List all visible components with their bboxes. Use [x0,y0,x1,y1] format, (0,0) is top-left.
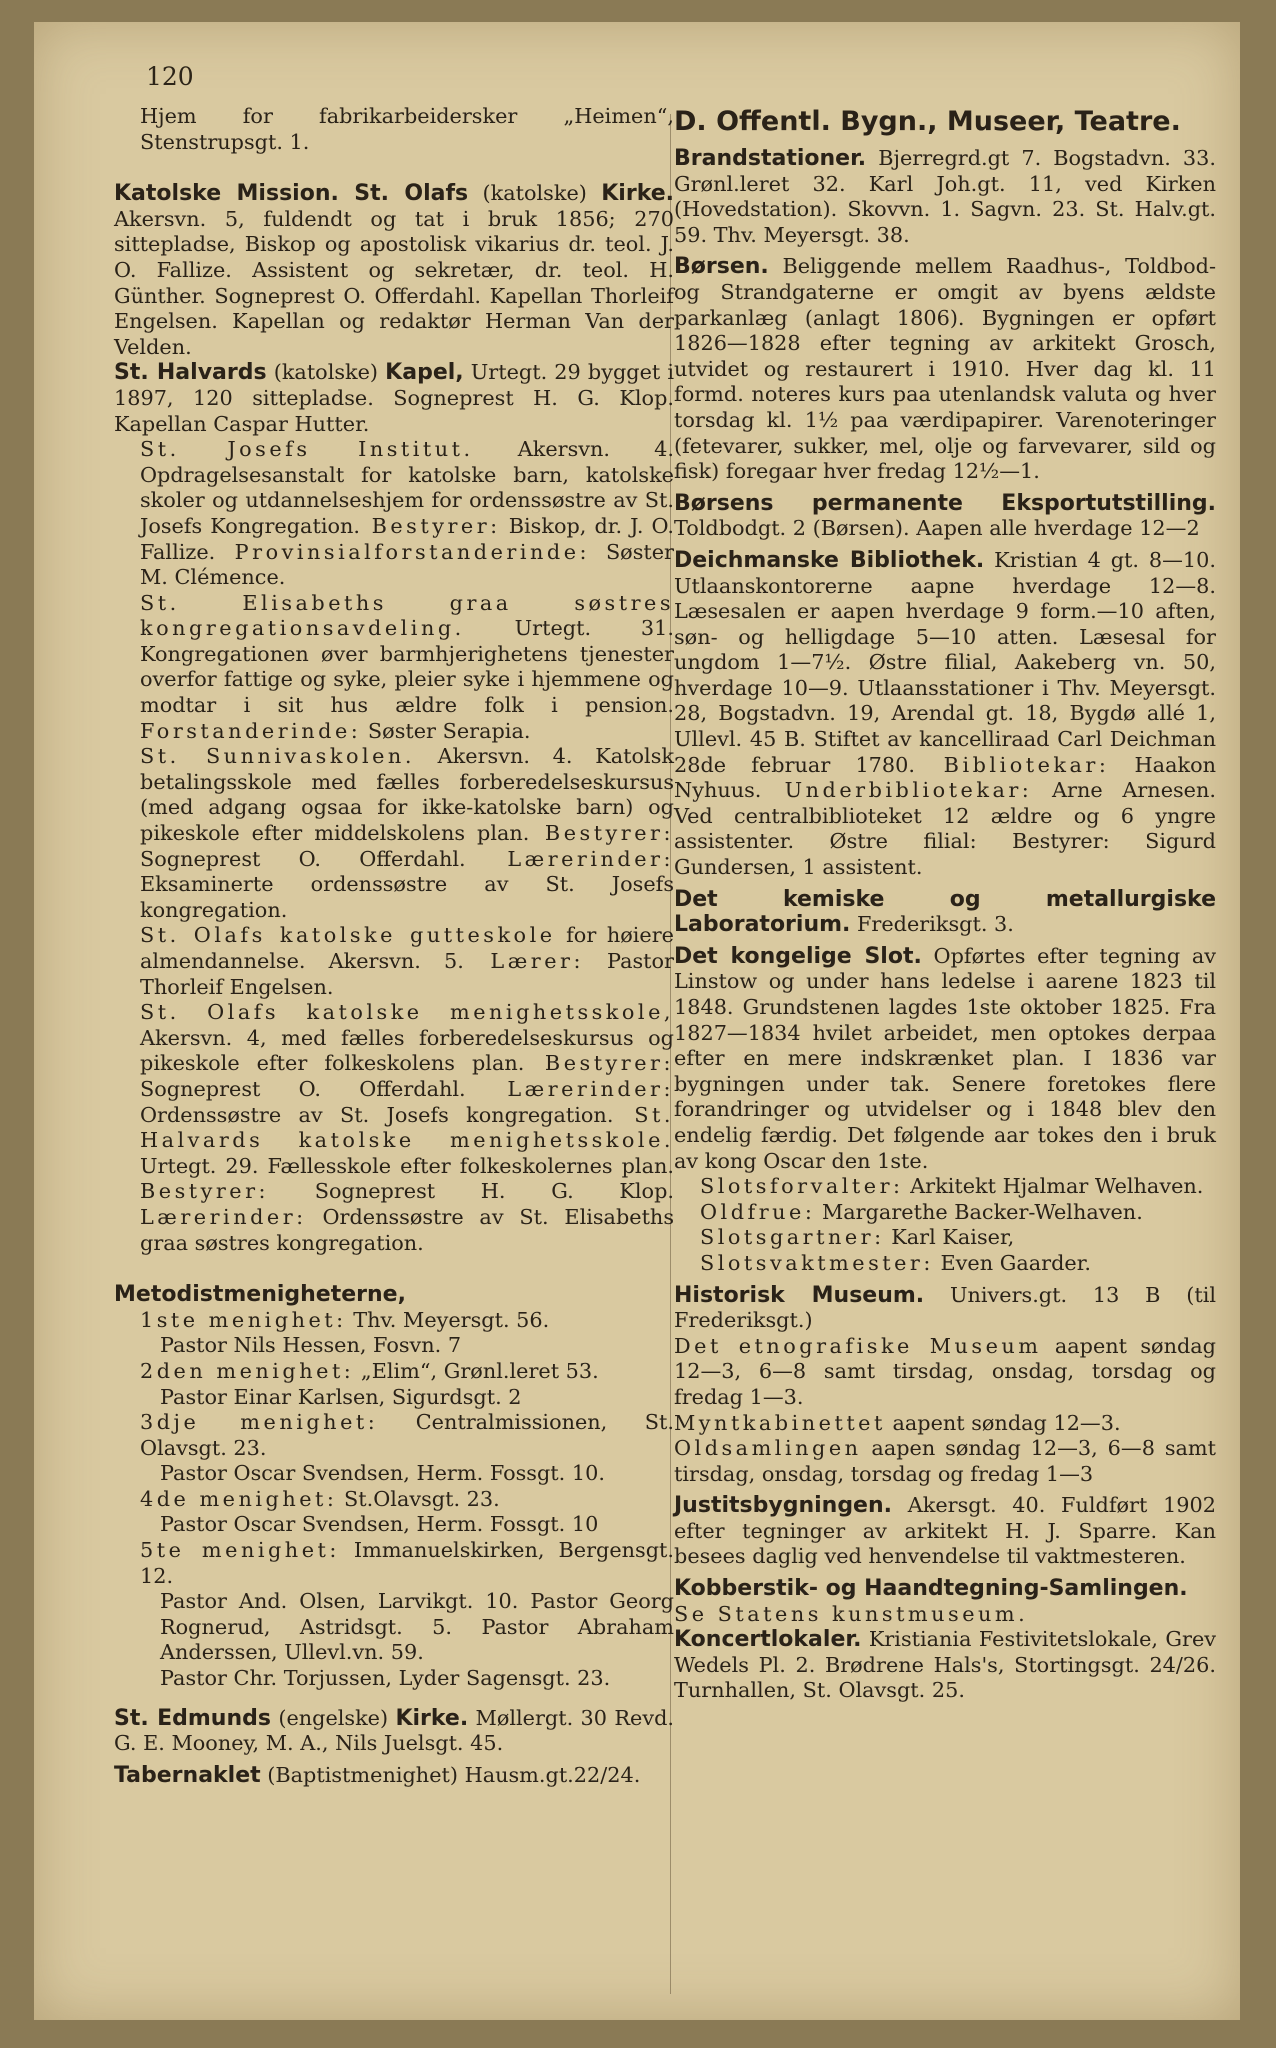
entry-text: (Baptistmenighet) Hausm.gt.22/24. [260,1762,641,1787]
entry-paren: (katolske) [266,360,386,385]
entry-text: Frederiksgt. 3. [850,912,1014,937]
entry-heimen: Hjem for fabrikarbeidersker „Heimen“, Stenstrupsgt. 1. [140,104,674,154]
page [34,22,1240,2020]
entry-text: Sogneprest O. Offerdahl. [140,846,466,871]
entry-st-olafs-menighetsskole [114,1000,674,1256]
spaced-heading: St. Halvards katolske menighetsskole. [140,1102,674,1153]
entry-text: „Elim“, Grønl.leret 53. [354,1358,599,1383]
entry-text: Margarethe Backer-Welhaven. [815,1199,1143,1224]
entry-text: Søster Serapia. [361,718,531,743]
spaced-label: Slotsvaktmester: [700,1250,934,1275]
entry-st-halvards [114,360,674,437]
spaced-label: Bestyrer: [529,821,674,846]
entry-text: Akersgt. 40. Fuldført 1902 efter tegninger av arkitekt H. J. Sparre. Kan besees daglig ved henvendelse til vaktmesteren. [674,1493,1216,1569]
entry-oldsamlingen [674,1436,1216,1487]
page-number: 120 [146,62,194,91]
spaced-label: 1ste menighet: [140,1307,347,1332]
entry-text: Ordenssøstre av St. Josefs kongregation. [140,1102,614,1127]
spaced-reference: Se Statens kunstmuseum. [674,1601,1029,1626]
section-title: D. Offentl. Bygn., Museer, Teatre. [674,106,1181,137]
entry-text: Thv. Meyersgt. 56. [346,1307,550,1332]
entry-text: Akersvn. 4. Opdragelsesanstalt for katolske barn, katolske skoler og utdannelseshjem for ordenssøstre av St. Josefs Kongregation. [140,437,674,538]
spaced-label: Provinsialforstanderinde: [215,539,591,564]
entry-katolske-mission [114,181,674,360]
spaced-heading: St. Olafs katolske gutteskole [140,923,556,948]
entry-heading: Koncertlokaler. [674,1627,862,1653]
spaced-label: Bestyrer: [360,513,501,538]
entry-st-josefs [114,437,674,591]
entry-heading: Børsens permanente Eksportutstilling. [674,490,1216,516]
spaced-heading: Myntkabinettet [674,1410,886,1435]
entry-eksportutstilling [674,491,1216,542]
entry-heading: Brandstationer. [674,146,867,171]
entry-brandstationer [674,146,1216,248]
spaced-label: Lærerinder: [465,1076,674,1101]
entry-text: Akersvn. 4. Katolsk betalingsskole med fælles forberedelseskursus (med adgang ogsaa for ikke-katolske barn) og pikeskole efter middelskolens plan. [140,744,674,846]
entry-heading: St. Halvards [114,360,267,386]
entry-heading: Kobberstik- og Haandtegning-Samlingen. [674,1576,1188,1602]
entry-kobberstik [674,1576,1216,1602]
spaced-label: Slotsgartner: [700,1225,885,1250]
spaced-label: Forstanderinde: [140,718,362,743]
entry-text: Møllergt. 30 Revd. G. E. Mooney, M. A., Nils Juelsgt. 45. [114,1705,674,1756]
entry-text: Urtegt. 29 bygget i 1897, 120 sittepladse. Sogneprest H. G. Klop. Kapellan Caspar Hutter. [114,360,675,436]
entry-text: Toldbodgt. 2 (Børsen). Aapen alle hverdage 12—2 [674,516,1200,541]
entry-text: for høiere almendannelse. Akersvn. 5. [140,923,674,973]
entry-kongelige-slot [674,944,1216,1174]
entry-text: Eksaminerte ordenssøstre av St. Josefs kongregation. [140,872,674,922]
entry-text: Even Gaarder. [933,1250,1091,1275]
spaced-heading: St. Josefs Institut. [140,437,474,462]
entry-heading: St. Edmunds [114,1705,271,1731]
entry-heading: Tabernaklet [114,1762,261,1788]
entry-menighet-2 [114,1359,674,1385]
entry-menighet-1 [114,1308,674,1334]
entry-etnografiske [674,1334,1216,1411]
entry-slotsforvalter [674,1174,1216,1200]
entry-menighet-4-pastor: Pastor Oscar Svendsen, Herm. Fossgt. 10 [160,1512,599,1537]
entry-kobberstik-ref [674,1602,1216,1628]
entry-heading: Det kemiske og metallurgiske Laboratorium. [674,886,1216,938]
entry-myntkabinettet [674,1411,1216,1437]
entry-text: Bjerregrd.gt 7. Bogstadvn. 33. Grønl.leret 32. Karl Joh.gt. 11, ved Kirken (Hovedstation). Skovvn. 1. Sagvn. 23. St. Halv.gt. 59. Thv. Meyersgt. 38. [674,146,1216,247]
spaced-label: 4de menighet: [140,1486,338,1511]
spaced-label: 3dje menighet: [140,1410,379,1435]
entry-st-olafs-gutteskole [114,923,674,1000]
entry-menighet-3-pastor: Pastor Oscar Svendsen, Herm. Fossgt. 10. [160,1461,605,1486]
spaced-label: 5te menighet: [140,1538,340,1563]
entry-text: Pastor Thorleif Engelsen. [140,949,674,999]
entry-menighet-4 [114,1487,674,1513]
entry-koncertlokaler [674,1627,1216,1704]
entry-text: aapent søndag 12—3. [885,1410,1121,1435]
spaced-heading: St. Olafs katolske menighetsskole, [140,1000,674,1025]
spaced-heading: St. Elisabeths graa søstres kongregationsavdeling. [140,590,674,641]
right-column [674,104,1216,1704]
entry-borsen [674,254,1216,484]
spaced-label: Lærerinder: [140,1204,307,1229]
entry-justitsbygningen [674,1493,1216,1570]
entry-st-sunnivaskolen [114,744,674,923]
entry-text: Haakon Nyhuus. [674,752,1216,803]
entry-text: Urtegt. 29. Fællesskole efter folkeskolernes plan. [140,1153,674,1178]
spaced-label: Bestyrer: [140,1179,270,1204]
entry-heading: Katolske Mission. St. Olafs [114,181,469,207]
entry-text: Arkitekt Hjalmar Welhaven. [903,1174,1204,1199]
entry-text: Søster M. Clémence. [140,539,674,590]
entry-slotsvaktmester [674,1251,1216,1277]
entry-heading: Kirke. [601,181,675,207]
entry-text: Opførtes efter tegning av Linstow og under hans ledelse i aarene 1823 til 1848. Grundstenen lagdes 1ste oktober 1825. Fra 1827—1834 hvilet arbeidet, men optokes derpaa efter en mere indskrænket plan. I 1836 var bygningen under tak. Senere foretokes flere forandringer og utvidelser og i 1848 blev den endelig færdig. Det følgende aar tokes den i bruk av kong Oscar den 1ste. [674,943,1216,1173]
entry-text: Centralmissionen, St. Olavsgt. 23. [140,1410,674,1460]
entry-text: Beliggende mellem Raadhus-, Toldbod- og Strandgaterne er omgit av byens ældste parkanlæg (anlagt 1806). Bygningen er opført 1826—1828 efter tegning av arkitekt Grosch, utvidet og restaurert i 1910. Hver dag kl. 11 formd. noteres kurs paa utenlandsk valuta og hver torsdag kl. 1½ paa værdipapirer. Varenoteringer (fetevarer, sukker, mel, olje og farvevarer, sild og fisk) foregaar hver fredag 12½—1. [674,254,1216,484]
entry-heading: Justitsbygningen. [674,1493,893,1519]
entry-heading: Metodistmenigheterne, [114,1282,406,1308]
entry-historisk-museum [674,1283,1216,1334]
entry-menighet-3 [114,1410,674,1461]
entry-oldfrue [674,1200,1216,1226]
entry-paren: (engelske) [270,1705,396,1730]
spaced-heading: Det etnografiske Museum [674,1333,1042,1358]
left-column [114,104,674,1788]
entry-kemiske-laboratorium [674,887,1216,938]
entry-heading: Historisk Museum. [674,1282,925,1308]
entry-menighet-5-pastors: Pastor And. Olsen, Larvikgt. 10. Pastor Georg Rognerud, Astridsgt. 5. Pastor Abraham Anderssen, Ullevl.vn. 59. [160,1589,674,1665]
entry-text: Univers.gt. 13 B (til Frederiksgt.) [674,1282,1216,1333]
entry-st-elisabeths [114,591,674,745]
entry-text: Akersvn. 5, fuldendt og tat i bruk 1856; 270 sittepladse, Biskop og apostolisk vikarius dr. teol. J. O. Fallize. Assistent og sekretær, dr. teol. H. Günther. Sogneprest O. Offerdahl. Kapellan Thorleif Engelsen. Kapellan og redaktør Herman Van der Velden. [114,206,674,359]
entry-heading: Kapel, [385,360,464,386]
entry-heading: Det kongelige Slot. [674,943,922,969]
entry-slotsgartner [674,1225,1216,1251]
spaced-label: Underbibliotekar: [761,778,1033,803]
entry-metodist-heading [114,1282,674,1308]
entry-menighet-5-pastor-2: Pastor Chr. Torjussen, Lyder Sagensgt. 23. [160,1666,611,1691]
spaced-label: Bibliotekar: [914,752,1110,777]
entry-tabernaklet [114,1763,674,1789]
entry-text: aapent søndag 12—3, 6—8 samt tirsdag, onsdag, torsdag og fredag 1—3. [674,1333,1216,1409]
entry-text: Karl Kaiser, [884,1225,1015,1250]
entry-text: aapen søndag 12—3, 6—8 samt tirsdag, onsdag, torsdag og fredag 1—3 [674,1436,1216,1486]
entry-text: Sogneprest H. G. Klop. [269,1179,674,1204]
spaced-label: Lærerinder: [465,846,674,871]
entry-text: Arne Arnesen. Ved centralbiblioteket 12 ældre og 6 yngre assistenter. Østre filial: Bestyrer: Sigurd Gundersen, 1 assistent. [674,778,1216,880]
spaced-heading: St. Sunnivaskolen. [140,744,415,769]
entry-text: Sogneprest O. Offerdahl. [140,1076,466,1101]
spaced-label: Lærer: [463,949,584,973]
entry-heading: Deichmanske Bibliothek. [674,547,985,573]
entry-heading: Børsen. [674,254,769,280]
entry-paren: (katolske) [468,181,602,206]
spaced-label: Bestyrer: [524,1051,674,1076]
entry-menighet-5 [114,1538,674,1589]
spaced-label: Slotsforvalter: [700,1174,904,1199]
entry-text: Biskop, dr. J. O. Fallize. [140,513,674,564]
entry-heading: Kirke. [395,1705,469,1731]
entry-st-edmunds [114,1706,674,1757]
entry-menighet-2-pastor: Pastor Einar Karlsen, Sigurdsgt. 2 [160,1384,522,1409]
entry-deichmanske [674,548,1216,881]
entry-menighet-1-pastor: Pastor Nils Hessen, Fosvn. 7 [160,1333,462,1358]
entry-text: Kristian 4 gt. 8—10. Utlaanskontorerne aapne hverdage 12—8. Læsesalen er aapen hverdage 9 form.—10 aften, søn- og helligdage 5—10 atten. Læsesal for ungdom 1—7½. Østre filial, Aakeberg vn. 50, hverdage 10—9. Utlaansstationer i Thv. Meyersgt. 28, Bogstadvn. 19, Arendal gt. 18, Bygdø allé 1, Ullevl. 45 B. Stiftet av kancelliraad Carl Deichman 28de februar 1780. [674,547,1216,777]
spaced-label: Oldfrue: [700,1199,816,1224]
spaced-heading: Oldsamlingen [674,1436,862,1461]
entry-text: Ordenssøstre av St. Elisabeths graa søstres kongregation. [140,1204,674,1255]
entry-text: St.Olavsgt. 23. [337,1486,500,1511]
entry-text: Urtegt. 31. Kongregationen øver barmhjerighetens tjenester overfor fattige og syke, pleier syke i hjemmene og modtar i sit hus ældre folk i pension. [140,616,674,718]
entry-text: Immanuelskirken, Bergensgt. 12. [140,1538,674,1588]
spaced-label: 2den menighet: [140,1358,355,1383]
entry-text: Akersvn. 4, med fælles forberedelseskursus og pikeskole efter folkeskolens plan. [140,1025,674,1076]
entry-text: Kristiania Festivitetslokale, Grev Wedels Pl. 2. Brødrene Hals's, Stortingsgt. 24/26. Turnhallen, St. Olavsgt. 25. [674,1627,1216,1703]
